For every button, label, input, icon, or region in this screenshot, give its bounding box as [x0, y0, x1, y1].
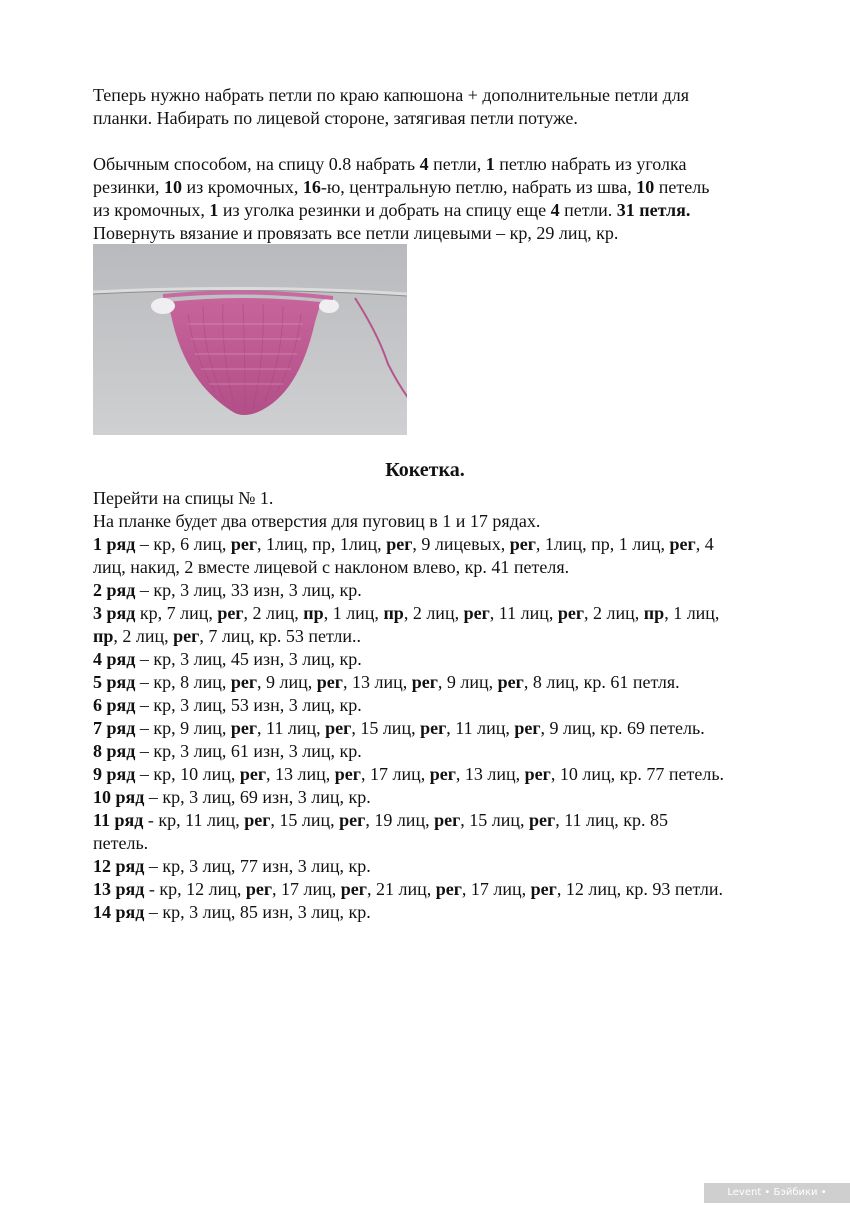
row-13: 13 ряд - кр, 12 лиц, рег, 17 лиц, рег, 21 лиц, рег, 17 лиц, рег, 12 лиц, кр. 93 петли.: [93, 879, 724, 899]
row-5: 5 ряд – кр, 8 лиц, рег, 9 лиц, рег, 13 лиц, рег, 9 лиц, рег, 8 лиц, кр. 61 петля.: [93, 672, 680, 692]
row-1: 1 ряд – кр, 6 лиц, рег, 1лиц, пр, 1лиц, рег, 9 лицевых, рег, 1лиц, пр, 1 лиц, рег, 4: [93, 534, 714, 554]
yoke-intro-line-1: Перейти на спицы № 1.: [93, 488, 274, 508]
row-7: 7 ряд – кр, 9 лиц, рег, 11 лиц, рег, 15 лиц, рег, 11 лиц, рег, 9 лиц, кр. 69 петель.: [93, 718, 705, 738]
row-6: 6 ряд – кр, 3 лиц, 53 изн, 3 лиц, кр.: [93, 695, 362, 715]
site-watermark: Levent • Бэйбики • babiki.ru: [704, 1183, 850, 1203]
method-line-2: резинки, 10 из кромочных, 16-ю, центральную петлю, набрать из шва, 10 петель: [93, 177, 710, 197]
row-14: 14 ряд – кр, 3 лиц, 85 изн, 3 лиц, кр.: [93, 902, 371, 922]
intro-line-2: планки. Набирать по лицевой стороне, затягивая петли потуже.: [93, 108, 578, 128]
knitting-photo: [93, 244, 407, 435]
row-11: 11 ряд - кр, 11 лиц, рег, 15 лиц, рег, 19 лиц, рег, 15 лиц, рег, 11 лиц, кр. 85: [93, 810, 669, 830]
row-4: 4 ряд – кр, 3 лиц, 45 изн, 3 лиц, кр.: [93, 649, 362, 669]
method-line-3: из кромочных, 1 из уголка резинки и добрать на спицу еще 4 петли. 31 петля.: [93, 200, 691, 220]
yoke-intro-line-2: На планке будет два отверстия для пуговиц в 1 и 17 рядах.: [93, 511, 541, 531]
method-line-1: Обычным способом, на спицу 0.8 набрать 4 петли, 1 петлю набрать из уголка: [93, 154, 687, 174]
row-12: 12 ряд – кр, 3 лиц, 77 изн, 3 лиц, кр.: [93, 856, 371, 876]
method-line-4: Повернуть вязание и провязать все петли лицевыми – кр, 29 лиц, кр.: [93, 223, 619, 243]
section-title: Кокетка.: [385, 459, 465, 481]
row-3-continued: пр, 2 лиц, рег, 7 лиц, кр. 53 петли..: [93, 626, 361, 646]
intro-line-1: Теперь нужно набрать петли по краю капюшона + дополнительные петли для: [93, 85, 690, 105]
row-1-continued: лиц, накид, 2 вместе лицевой с наклоном влево, кр. 41 петеля.: [93, 557, 570, 577]
row-11-continued: петель.: [93, 833, 149, 853]
row-8: 8 ряд – кр, 3 лиц, 61 изн, 3 лиц, кр.: [93, 741, 362, 761]
row-2: 2 ряд – кр, 3 лиц, 33 изн, 3 лиц, кр.: [93, 580, 362, 600]
row-10: 10 ряд – кр, 3 лиц, 69 изн, 3 лиц, кр.: [93, 787, 371, 807]
knitted-piece-illustration: [93, 244, 407, 435]
row-3: 3 ряд кр, 7 лиц, рег, 2 лиц, пр, 1 лиц, пр, 2 лиц, рег, 11 лиц, рег, 2 лиц, пр, 1 лиц,: [93, 603, 720, 623]
row-9: 9 ряд – кр, 10 лиц, рег, 13 лиц, рег, 17 лиц, рег, 13 лиц, рег, 10 лиц, кр. 77 петель.: [93, 764, 725, 784]
